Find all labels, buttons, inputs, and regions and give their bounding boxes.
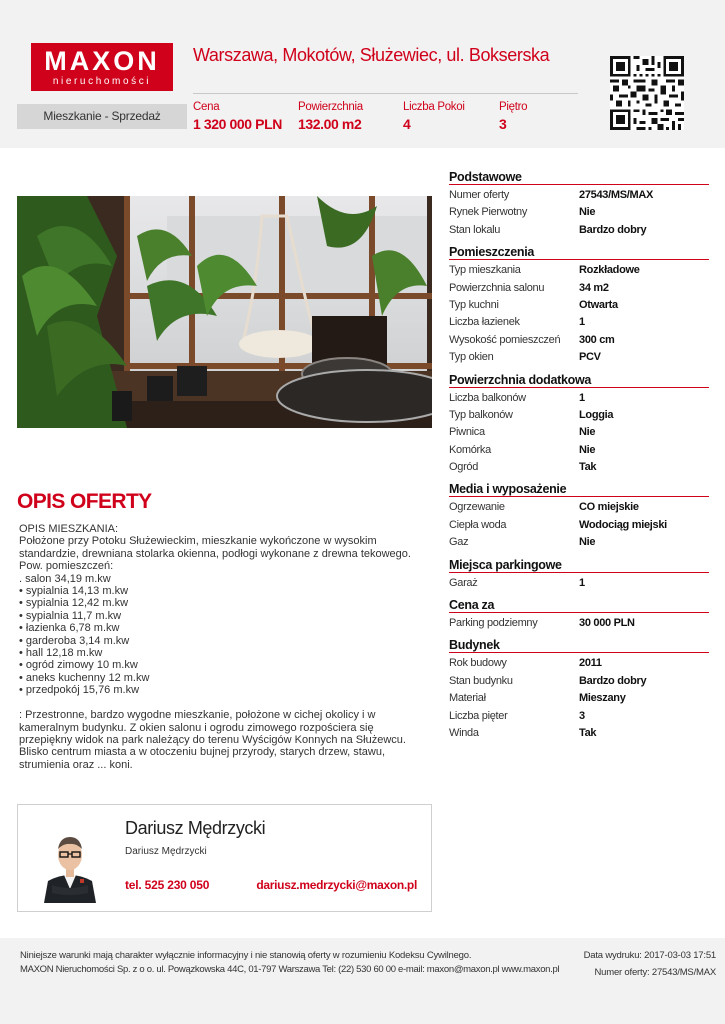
spec-section-extra-area: [449, 371, 709, 477]
spec-row: [449, 332, 709, 349]
spec-key: Ogrzewanie: [449, 501, 505, 514]
spec-value: Tak: [579, 726, 597, 739]
spec-key: Liczba łazienek: [449, 316, 520, 329]
spec-section-building: [449, 636, 709, 742]
spec-key: Stan budynku: [449, 674, 513, 687]
spec-row: [449, 187, 709, 204]
spec-row: [449, 222, 709, 239]
page-header: [0, 0, 725, 148]
spec-value: 1: [579, 576, 585, 589]
spec-row: [449, 673, 709, 690]
property-specs: [449, 168, 709, 746]
spec-value: 3: [579, 709, 585, 722]
spec-key: Piwnica: [449, 426, 485, 439]
agent-photo: [40, 819, 100, 903]
spec-row: [449, 204, 709, 221]
spec-section-price-for: [449, 596, 709, 632]
spec-key: Parking podziemny: [449, 617, 538, 630]
footer-company-info: MAXON Nieruchomości Sp. z o o. ul. Powązkowska 44C, 01-797 Warszawa Tel: (22) 530 60 00 e-mail: maxon@maxon.pl www.maxon.pl: [20, 964, 560, 975]
agent-phone-link[interactable]: tel. 525 230 050: [125, 878, 210, 892]
spec-value: Nie: [579, 206, 596, 219]
spec-value: Mieszany: [579, 692, 626, 705]
description-text: OPIS MIESZKANIA: Położone przy Potoku Służewieckim, mieszkanie wykończone w wysokim standardzie, drewniana stolarka okienna, podłogi wykonane z drewna tekowego. Pow. pomieszczeń: . salon 34,19 m.kw • sypialnia 14,13 m.kw • sypialnia 12,42 m.kw • sypialnia 11,7 m.kw • łazienka 6,78 m.kw • garderoba 3,14 m.kw • hall 12,18 m.kw • ogród zimowy 10 m.kw • aneks kuchenny 12 m.kw • przedpokój 15,76 m.kw : Przestronne, bardzo wygodne mieszkanie, położone w cichej okolicy i w kameralnym budynku. Z okien salonu i ogrodu zimowego rozpościera się przepiękny widok na park należący do terenu Wyścigów Konnych na Służewcu. Blisko centrum miasta a w otoczeniu bujnej przyrody, starych drzew, stawu, strumienia oraz ... koni.: [19, 523, 411, 771]
spec-key: Typ kuchni: [449, 298, 499, 311]
spec-key: Garaż: [449, 576, 478, 589]
spec-value: Tak: [579, 461, 597, 474]
spec-row: [449, 499, 709, 516]
spec-section-title: Budynek: [449, 636, 709, 653]
spec-row: [449, 390, 709, 407]
spec-row: [449, 407, 709, 424]
property-photo: [17, 196, 432, 428]
spec-value: 34 m2: [579, 281, 609, 294]
stat-floor: [499, 101, 527, 132]
spec-value: Bardzo dobry: [579, 674, 647, 687]
footer-offer-number: Numer oferty: 27543/MS/MAX: [594, 967, 716, 978]
spec-key: Typ okien: [449, 351, 494, 364]
stat-label: Piętro: [499, 101, 528, 113]
spec-row: [449, 725, 709, 742]
stat-value: 132.00 m2: [298, 116, 362, 132]
page-footer: [0, 938, 725, 1024]
spec-key: Ogród: [449, 461, 479, 474]
spec-key: Typ mieszkania: [449, 264, 521, 277]
agent-name: Dariusz Mędrzycki: [125, 818, 266, 838]
spec-row: [449, 517, 709, 534]
spec-section-title: Powierzchnia dodatkowa: [449, 371, 709, 388]
stat-value: 4: [403, 116, 411, 132]
spec-key: Materiał: [449, 692, 486, 705]
spec-section-title: Media i wyposażenie: [449, 480, 709, 497]
spec-value: Wodociąg miejski: [579, 518, 667, 531]
spec-row: [449, 615, 709, 632]
stat-label: Liczba Pokoi: [403, 101, 465, 113]
spec-value: 30 000 PLN: [579, 617, 635, 630]
spec-row: [449, 708, 709, 725]
agent-subtitle: Dariusz Mędrzycki: [125, 846, 207, 857]
spec-value: Bardzo dobry: [579, 223, 647, 236]
spec-value: Rozkładowe: [579, 264, 640, 277]
spec-section-title: Pomieszczenia: [449, 243, 709, 260]
spec-key: Wysokość pomieszczeń: [449, 333, 561, 346]
footer-print-date: Data wydruku: 2017-03-03 17:51: [583, 950, 716, 961]
spec-row: [449, 534, 709, 551]
stat-rooms: [403, 101, 465, 132]
spec-row: [449, 314, 709, 331]
stat-value: 1 320 000 PLN: [193, 116, 282, 132]
stat-label: Powierzchnia: [298, 101, 363, 113]
spec-row: [449, 424, 709, 441]
spec-section-rooms: [449, 243, 709, 366]
agent-email-link[interactable]: dariusz.medrzycki@maxon.pl: [256, 878, 417, 892]
spec-value: CO miejskie: [579, 501, 639, 514]
spec-row: [449, 655, 709, 672]
spec-value: PCV: [579, 351, 601, 364]
spec-key: Liczba balkonów: [449, 391, 526, 404]
spec-value: Loggia: [579, 408, 614, 421]
spec-row: [449, 575, 709, 592]
spec-value: Nie: [579, 443, 596, 456]
agent-card: [17, 804, 432, 912]
spec-value: Nie: [579, 536, 596, 549]
stat-label: Cena: [193, 101, 220, 113]
spec-value: Nie: [579, 426, 596, 439]
spec-value: 2011: [579, 657, 602, 670]
spec-row: [449, 459, 709, 476]
spec-key: Liczba pięter: [449, 709, 508, 722]
logo-wordmark: MAXON: [44, 46, 160, 76]
spec-key: Winda: [449, 726, 479, 739]
spec-key: Rynek Pierwotny: [449, 206, 528, 219]
description-title: OPIS OFERTY: [17, 490, 152, 513]
spec-section-title: Podstawowe: [449, 168, 709, 185]
offer-type-badge: Mieszkanie - Sprzedaż: [17, 104, 187, 129]
spec-value: 1: [579, 391, 585, 404]
spec-key: Powierzchnia salonu: [449, 281, 545, 294]
stat-area: [298, 101, 363, 132]
spec-value: 300 cm: [579, 333, 615, 346]
stat-price: [193, 101, 282, 132]
spec-row: [449, 442, 709, 459]
spec-key: Stan lokalu: [449, 223, 501, 236]
spec-row: [449, 280, 709, 297]
spec-section-basic: [449, 168, 709, 239]
qr-code-icon[interactable]: [610, 56, 684, 130]
maxon-logo: [31, 43, 173, 91]
stat-value: 3: [499, 116, 507, 132]
spec-value: 1: [579, 316, 585, 329]
spec-row: [449, 690, 709, 707]
logo-tagline: nieruchomości: [52, 76, 152, 87]
spec-key: Numer oferty: [449, 189, 509, 201]
spec-key: Typ balkonów: [449, 408, 513, 421]
header-divider: [193, 93, 578, 94]
spec-row: [449, 297, 709, 314]
spec-section-title: Cena za: [449, 596, 709, 613]
footer-disclaimer: Niniejsze warunki mają charakter wyłącznie informacyjny i nie stanowią oferty w rozumieniu Kodeksu Cywilnego.: [20, 950, 472, 961]
spec-key: Komórka: [449, 443, 491, 456]
spec-value: 27543/MS/MAX: [579, 189, 654, 201]
spec-key: Ciepła woda: [449, 518, 507, 531]
spec-section-title: Miejsca parkingowe: [449, 556, 709, 573]
spec-row: [449, 349, 709, 366]
spec-key: Rok budowy: [449, 657, 507, 670]
property-address: Warszawa, Mokotów, Służewiec, ul. Bokserska: [193, 45, 550, 65]
spec-key: Gaz: [449, 536, 469, 549]
spec-section-media: [449, 480, 709, 551]
spec-value: Otwarta: [579, 298, 618, 311]
spec-row: [449, 262, 709, 279]
spec-section-parking: [449, 556, 709, 592]
